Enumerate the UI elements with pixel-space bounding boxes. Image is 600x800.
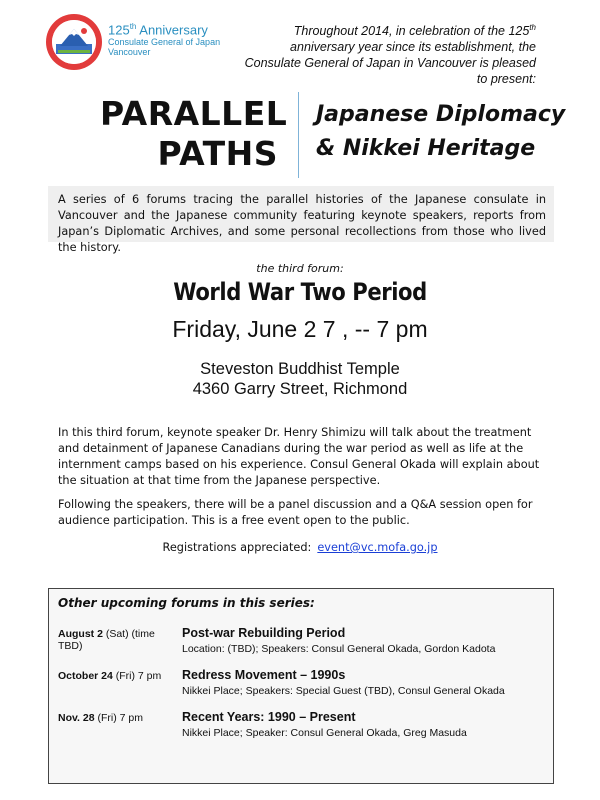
event-date: Friday, June 2 7 , -- 7 pm	[172, 316, 428, 342]
forum-title: World War Two Period	[173, 278, 427, 306]
logo-emblem	[46, 14, 102, 70]
upcoming-forums-heading: Other upcoming forums in this series:	[58, 596, 315, 610]
registration-label: Registrations appreciated:	[162, 541, 312, 554]
logo-city: Vancouver	[108, 47, 151, 58]
forum-item-detail: Nikkei Place; Speaker: Consul General Okada, Greg Masuda	[182, 727, 467, 739]
venue-name: Steveston Buddhist Temple	[200, 360, 400, 378]
main-title	[100, 94, 288, 174]
body-paragraph-2: Following the speakers, there will be a panel discussion and a Q&A session open for audience participation. This is a free event open to the public.	[58, 498, 533, 527]
subtitle-line-1: Japanese Diplomacy	[316, 102, 566, 127]
title-line-2: PATHS	[157, 134, 278, 173]
logo-consulate: Consulate General of Japan	[108, 37, 221, 48]
event-venue	[0, 359, 600, 399]
forum-item-title: Redress Movement – 1990s	[182, 668, 346, 682]
forum-item-date: August 2 (Sat) (time TBD)	[58, 628, 155, 652]
forum-item-date: Nov. 28 (Fri) 7 pm	[58, 712, 143, 724]
subtitle	[316, 98, 566, 166]
series-description: A series of 6 forums tracing the parallel histories of the Japanese consulate in Vancouver and the Japanese community featuring keynote speakers, reports from Japan’s Diplomatic Archives, and some personal recollections from those who lived the history.	[58, 193, 546, 254]
title-line-1: PARALLEL	[100, 94, 288, 133]
anniversary-logo	[46, 14, 226, 74]
logo-text-block	[108, 20, 220, 57]
forum-number-label: the third forum:	[256, 262, 344, 275]
mount-fuji-icon	[52, 20, 96, 64]
subtitle-line-2: & Nikkei Heritage	[316, 136, 536, 161]
forum-item-date: October 24 (Fri) 7 pm	[58, 670, 162, 682]
logo-anniversary: 125th Anniversary	[108, 22, 208, 38]
venue-address: 4360 Garry Street, Richmond	[192, 380, 408, 398]
title-divider	[298, 92, 299, 178]
intro-text: Throughout 2014, in celebration of the 125th anniversary year since its establishment, the Consulate General of Japan in Vancouver is pleased to present:	[244, 23, 536, 87]
forum-item-title: Recent Years: 1990 – Present	[182, 710, 356, 724]
body-paragraph-1: In this third forum, keynote speaker Dr. Henry Shimizu will talk about the treatment and detainment of Japanese Canadians during the war period as well as life at the internment camps based on his experience. Consul General Okada will explain about the situation at that time from the Japanese perspective.	[58, 426, 540, 487]
forum-item-detail: Location: (TBD); Speakers: Consul General Okada, Gordon Kadota	[182, 643, 496, 655]
forum-item-title: Post-war Rebuilding Period	[182, 626, 346, 640]
registration-line	[0, 541, 600, 554]
forum-item-detail: Nikkei Place; Speakers: Special Guest (TBD), Consul General Okada	[182, 685, 505, 697]
registration-email-link[interactable]: event@vc.mofa.go.jp	[317, 541, 438, 554]
